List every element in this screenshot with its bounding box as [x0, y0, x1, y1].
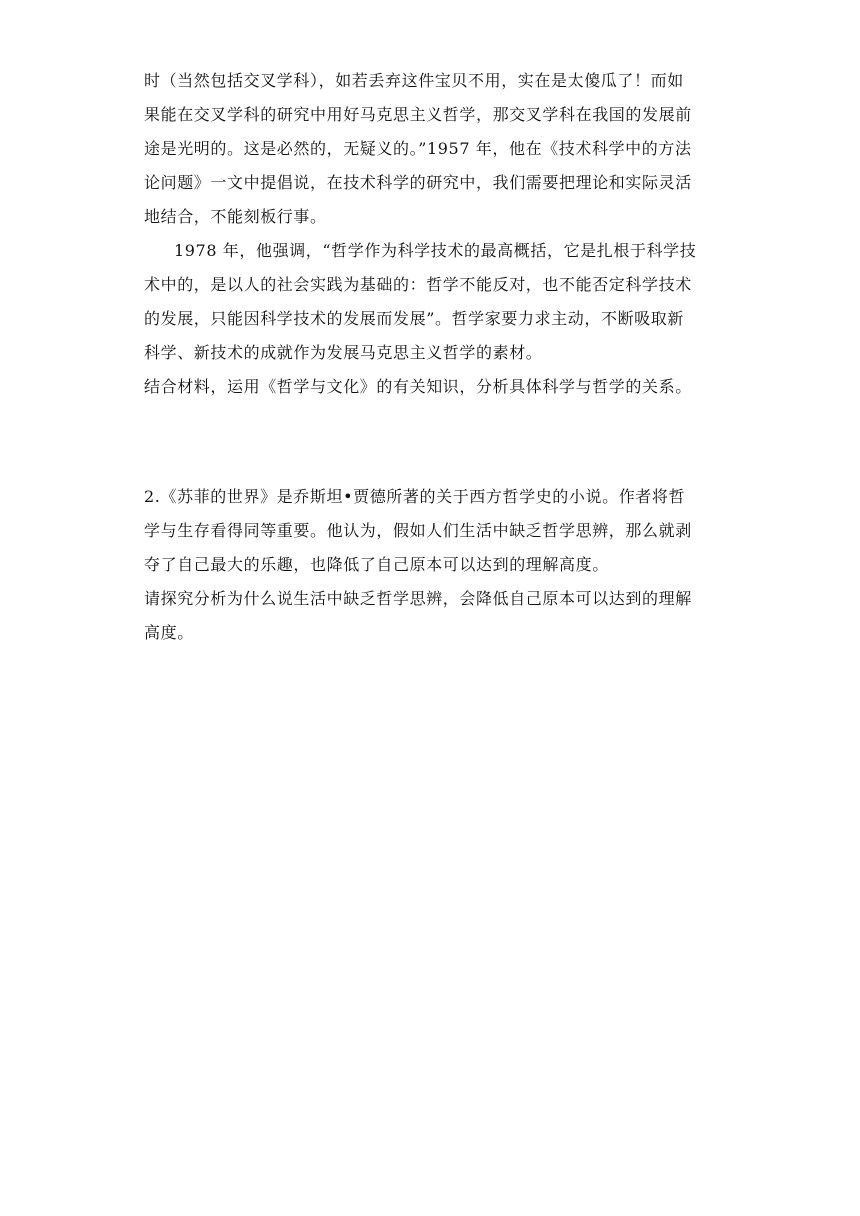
question-2-prompt — [144, 582, 724, 650]
text-line: 术中的，是以人的社会实践为基础的：哲学不能反对，也不能否定科学技术 — [144, 275, 692, 294]
text-line: 地结合，不能刻板行事。 — [144, 207, 327, 226]
text-line: 果能在交叉学科的研究中用好马克思主义哲学，那交叉学科在我国的发展前 — [144, 105, 692, 124]
question-1-prompt: 结合材料，运用《哲学与文化》的有关知识，分析具体科学与哲学的关系。 — [144, 377, 692, 396]
text-line: 途是光明的。这是必然的，无疑义的。”1957 年，他在《技术科学中的方法 — [144, 139, 692, 158]
text-line: 夺了自己最大的乐趣，也降低了自己原本可以达到的理解高度。 — [144, 555, 609, 574]
text-line: 的发展，只能因科学技术的发展而发展”。哲学家要力求主动，不断吸取新 — [144, 309, 684, 328]
text-line: 时（当然包括交叉学科），如若丢弃这件宝贝不用，实在是太傻瓜了！而如 — [144, 71, 684, 90]
text-line: 论问题》一文中提倡说，在技术科学的研究中，我们需要把理论和实际灵活 — [144, 173, 692, 192]
text-line: 学与生存看得同等重要。他认为，假如人们生活中缺乏哲学思辨，那么就剥 — [144, 521, 692, 540]
text-line: 2.《苏菲的世界》是乔斯坦•贾德所著的关于西方哲学史的小说。作者将哲 — [144, 487, 686, 506]
question-2-material — [144, 480, 724, 582]
material-1978-paragraph — [144, 234, 724, 370]
material-continued-paragraph — [144, 64, 724, 234]
text-line: 高度。 — [144, 623, 194, 642]
text-line: 1978 年，他强调，“哲学作为科学技术的最高概括，它是扎根于科学技 — [174, 241, 697, 260]
answer-space — [144, 404, 724, 480]
document-body — [144, 64, 724, 650]
text-line: 请探究分析为什么说生活中缺乏哲学思辨，会降低自己原本可以达到的理解 — [144, 589, 692, 608]
text-line: 科学、新技术的成就作为发展马克思主义哲学的素材。 — [144, 343, 543, 362]
